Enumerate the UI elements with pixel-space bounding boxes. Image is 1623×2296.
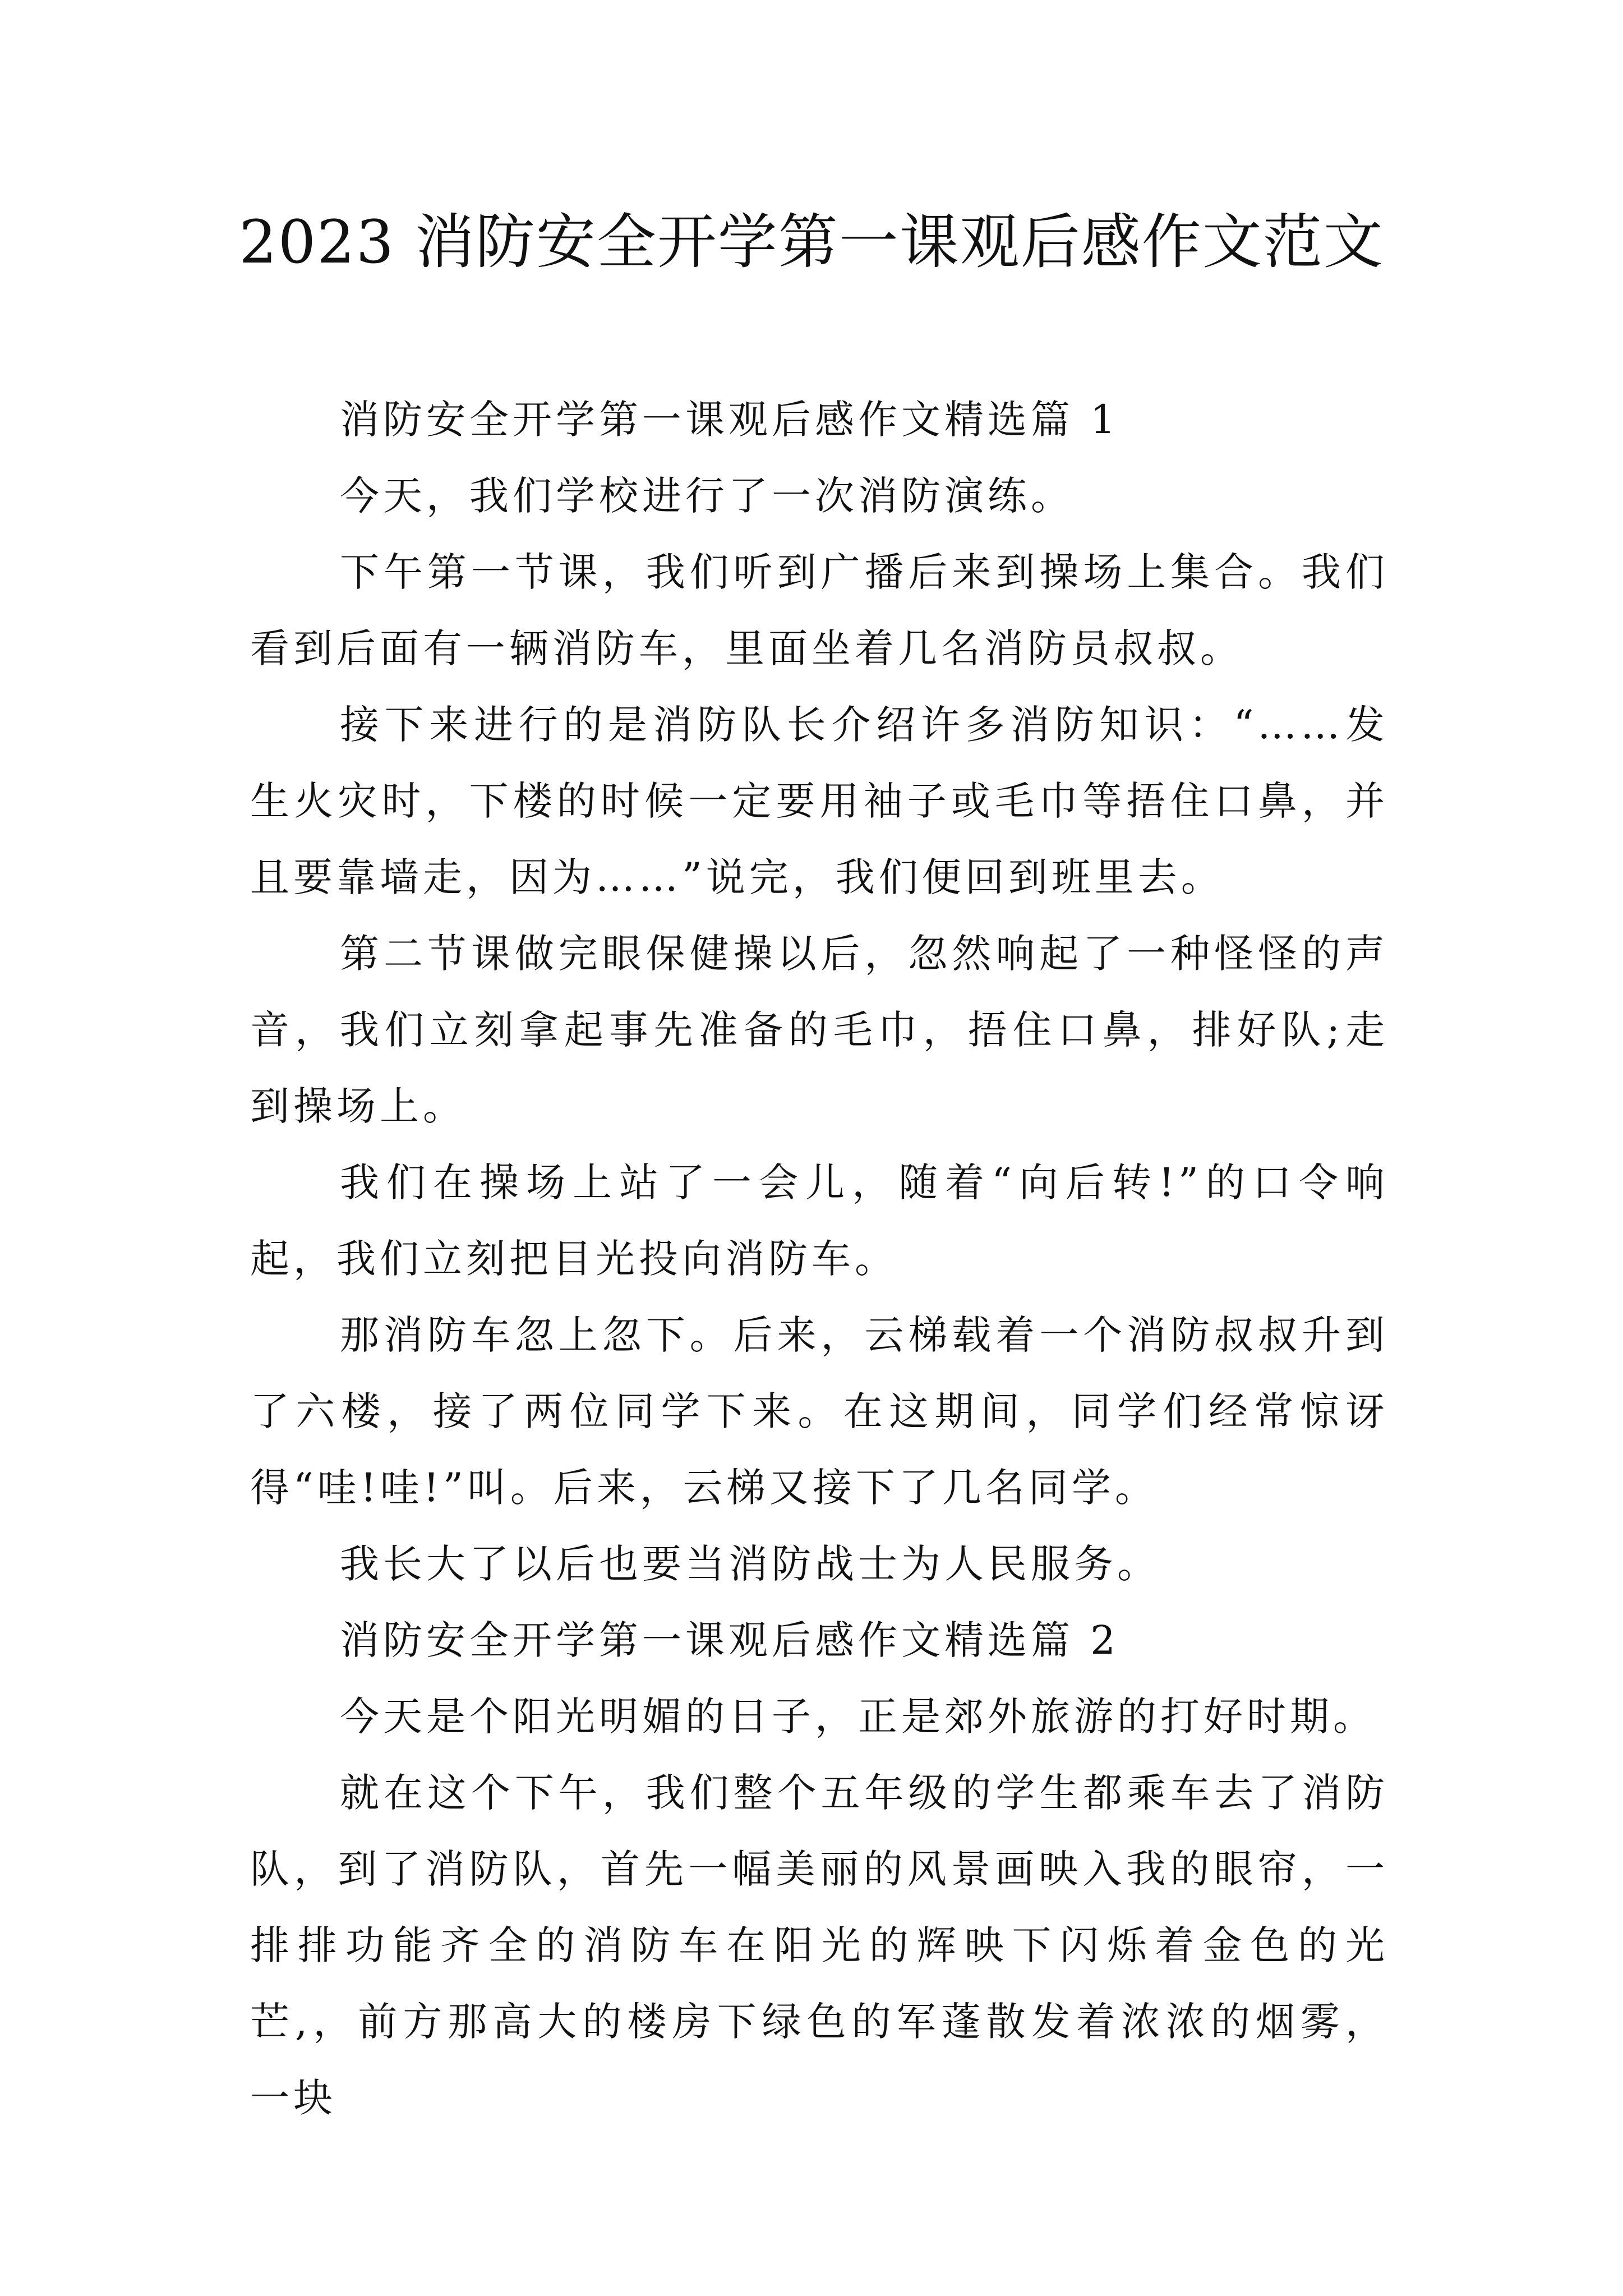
- document-title: 2023 消防安全开学第一课观后感作文范文: [239, 208, 1384, 277]
- heading-article-2: 消防安全开学第一课观后感作文精选篇 2: [340, 1617, 1119, 1663]
- paragraph: 我长大了以后也要当消防战士为人民服务。: [340, 1541, 1160, 1587]
- heading-article-1: 消防安全开学第一课观后感作文精选篇 1: [340, 397, 1119, 443]
- document-body: [250, 381, 1389, 2136]
- paragraph: 那消防车忽上忽下。后来，云梯载着一个消防叔叔升到了六楼，接了两位同学下来。在这期间，同学们经常惊讶得“哇!哇!”叫。后来，云梯又接下了几名同学。: [250, 1312, 1389, 1511]
- paragraph: 下午第一节课，我们听到广播后来到操场上集合。我们看到后面有一辆消防车，里面坐着几名消防员叔叔。: [250, 549, 1389, 671]
- paragraph: 今天是个阳光明媚的日子，正是郊外旅游的打好时期。: [340, 1694, 1376, 1740]
- paragraph: 今天，我们学校进行了一次消防演练。: [340, 473, 1074, 519]
- paragraph: 第二节课做完眼保健操以后，忽然响起了一种怪怪的声音，我们立刻拿起事先准备的毛巾，捂住口鼻，排好队;走到操场上。: [250, 931, 1389, 1129]
- paragraph: 接下来进行的是消防队长介绍许多消防知识：“……发生火灾时，下楼的时候一定要用袖子或毛巾等捂住口鼻，并且要靠墙走，因为……”说完，我们便回到班里去。: [250, 702, 1389, 900]
- paragraph: 我们在操场上站了一会儿，随着“向后转!”的口令响起，我们立刻把目光投向消防车。: [250, 1159, 1389, 1282]
- paragraph: 就在这个下午，我们整个五年级的学生都乘车去了消防队，到了消防队，首先一幅美丽的风景画映入我的眼帘，一排排功能齐全的消防车在阳光的辉映下闪烁着金色的光芒,，前方那高大的楼房下绿色的军蓬散发着浓浓的烟雾，一块: [250, 1770, 1389, 2121]
